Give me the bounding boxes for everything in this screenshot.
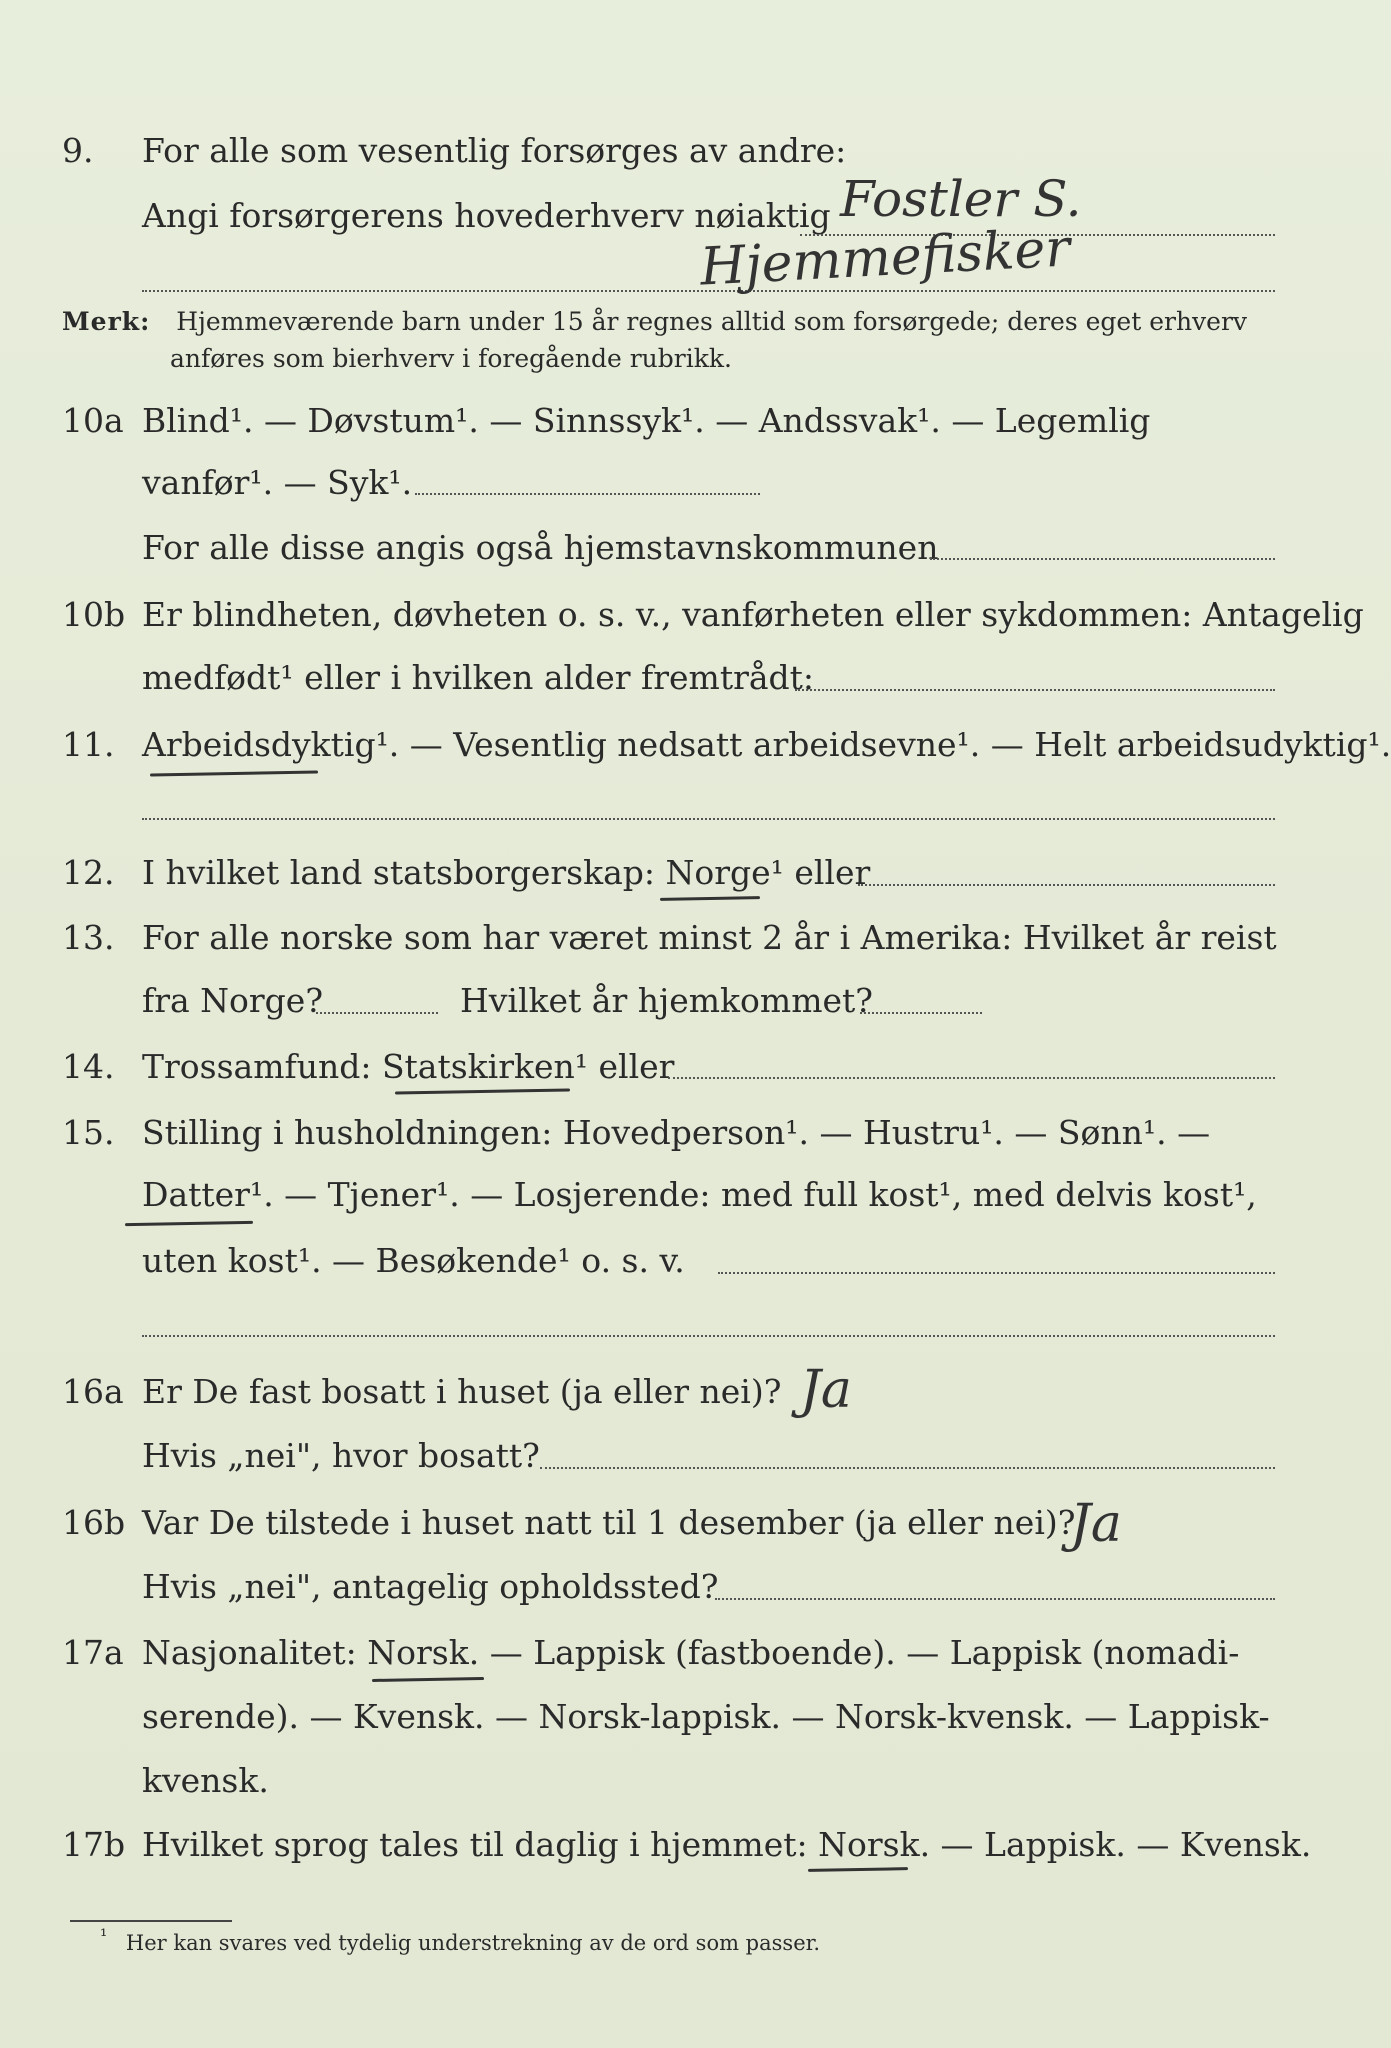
q10b-row-2 <box>0 655 1391 701</box>
q11-underline-mark <box>150 771 318 777</box>
q16a-row-2 <box>0 1433 1391 1479</box>
q9-row-1 <box>0 128 1391 174</box>
q16a-question-text: Er De fast bosatt i huset (ja eller nei)? <box>142 1372 782 1411</box>
q15-row-1 <box>0 1110 1391 1156</box>
q11-number: 11. <box>62 725 115 764</box>
q12-row-1 <box>0 850 1391 896</box>
footnote-text: Her kan svares ved tydelig understrekning av de ord som passer. <box>125 1931 821 1955</box>
merk-text-2: anføres som bierhverv i foregående rubrikk. <box>170 344 732 373</box>
q9-question-text-2: Angi forsørgerens hovederhverv nøiaktig <box>142 196 831 235</box>
q17a-row-3 <box>0 1758 1391 1804</box>
q10a-question-text: Blind¹. — Døvstum¹. — Sinnssyk¹. — Andssvak¹. — Legemlig <box>142 401 1151 440</box>
q14-number: 14. <box>62 1047 115 1086</box>
footnote <box>100 1928 820 1958</box>
q15-row-3 <box>0 1238 1391 1284</box>
q15-number: 15. <box>62 1113 115 1152</box>
q10b-number: 10b <box>62 595 126 634</box>
q9-number: 9. <box>62 131 94 170</box>
merk-row-1 <box>62 305 1247 339</box>
q12-underline-mark <box>660 896 760 901</box>
q10a-answer-line[interactable] <box>415 493 760 495</box>
q13-row-2 <box>0 978 1391 1024</box>
q16a-handwritten-answer: Ja <box>800 1360 852 1420</box>
q14-row-1 <box>0 1044 1391 1090</box>
q13-row-1 <box>0 915 1391 961</box>
footnote-rule <box>70 1920 232 1922</box>
q13-question-text: For alle norske som har været minst 2 år i Amerika: Hvilket år reist <box>142 918 1277 957</box>
q13-question-text-3: Hvilket år hjemkommet? <box>460 981 873 1020</box>
q11-row-1 <box>0 722 1391 768</box>
q12-answer-line[interactable] <box>858 884 1275 886</box>
q16b-question-text-2: Hvis „nei", antagelig opholdssted? <box>142 1567 719 1606</box>
q12-number: 12. <box>62 853 115 892</box>
q13-answer-line-1[interactable] <box>316 1012 438 1014</box>
q15-underline-mark <box>125 1221 253 1226</box>
q17a-row-1 <box>0 1630 1391 1676</box>
q13-answer-line-2[interactable] <box>860 1012 982 1014</box>
q17b-question-text: Hvilket sprog tales til daglig i hjemmet: Norsk. — Lappisk. — Kvensk. <box>142 1825 1312 1864</box>
q11-question-text: Arbeidsdyktig¹. — Vesentlig nedsatt arbeidsevne¹. — Helt arbeidsudyktig¹. <box>142 725 1391 764</box>
q11-answer-line[interactable] <box>142 818 1275 820</box>
q16a-row-1 <box>0 1369 1391 1415</box>
q14-question-text: Trossamfund: Statskirken¹ eller <box>142 1047 675 1086</box>
merk-label: Merk: <box>62 307 151 336</box>
q17a-row-2 <box>0 1694 1391 1740</box>
q17a-number: 17a <box>62 1633 124 1672</box>
q16b-answer-line[interactable] <box>715 1598 1275 1600</box>
q10a-row-1 <box>0 398 1391 444</box>
q15-question-text: Stilling i husholdningen: Hovedperson¹. — Hustru¹. — Sønn¹. — <box>142 1113 1211 1152</box>
q17b-row-1 <box>0 1822 1391 1868</box>
q9-question-text: For alle som vesentlig forsørges av andre: <box>142 131 847 170</box>
q17a-underline-mark <box>372 1677 484 1682</box>
q12-question-text: I hvilket land statsborgerskap: Norge¹ eller <box>142 853 871 892</box>
q17a-question-text-2: serende). — Kvensk. — Norsk-lappisk. — Norsk-kvensk. — Lappisk- <box>142 1697 1270 1736</box>
q10a-answer-line-2[interactable] <box>930 558 1275 560</box>
q9-handwritten-answer-2: Hjemmefisker <box>698 218 1072 298</box>
q16b-handwritten-answer: Ja <box>1070 1494 1122 1554</box>
q10b-row-1 <box>0 592 1391 638</box>
q16b-row-1 <box>0 1500 1391 1546</box>
q16a-answer-line[interactable] <box>540 1467 1275 1469</box>
q17b-number: 17b <box>62 1825 126 1864</box>
q14-answer-line[interactable] <box>668 1077 1275 1079</box>
q15-answer-line[interactable] <box>718 1272 1275 1274</box>
q16b-number: 16b <box>62 1503 126 1542</box>
q10b-question-text: Er blindheten, døvheten o. s. v., vanførheten eller sykdommen: Antagelig <box>142 595 1364 634</box>
q16a-question-text-2: Hvis „nei", hvor bosatt? <box>142 1436 540 1475</box>
merk-text: Hjemmeværende barn under 15 år regnes alltid som forsørgede; deres eget erhverv <box>176 307 1248 336</box>
footnote-mark: ¹ <box>100 1926 108 1947</box>
q9-handwritten-answer: Fostler S. <box>840 170 1082 228</box>
q17b-underline-mark <box>808 1867 908 1872</box>
merk-row-2 <box>170 342 732 376</box>
q10a-row-2 <box>0 460 1391 506</box>
q10a-row-3 <box>0 525 1391 571</box>
q15-question-text-3: uten kost¹. — Besøkende¹ o. s. v. <box>142 1241 685 1280</box>
q13-question-text-2: fra Norge? <box>142 981 324 1020</box>
q16a-number: 16a <box>62 1372 124 1411</box>
q17a-question-text: Nasjonalitet: Norsk. — Lappisk (fastboende). — Lappisk (nomadi- <box>142 1633 1240 1672</box>
q9-row-2 <box>0 193 1391 239</box>
q10a-question-text-3: For alle disse angis også hjemstavnskommunen <box>142 528 939 567</box>
q15-row-2 <box>0 1172 1391 1218</box>
q10b-answer-line[interactable] <box>795 689 1275 691</box>
q16b-question-text: Var De tilstede i huset natt til 1 desember (ja eller nei)? <box>142 1503 1076 1542</box>
q10a-question-text-2: vanfør¹. — Syk¹. <box>142 463 413 502</box>
q10b-question-text-2: medfødt¹ eller i hvilken alder fremtrådt: <box>142 658 815 697</box>
q15-answer-line-2[interactable] <box>142 1335 1275 1337</box>
q17a-question-text-3: kvensk. <box>142 1761 269 1800</box>
q16b-row-2 <box>0 1564 1391 1610</box>
q10a-number: 10a <box>62 401 124 440</box>
q13-number: 13. <box>62 918 115 957</box>
q15-question-text-2: Datter¹. — Tjener¹. — Losjerende: med full kost¹, med delvis kost¹, <box>142 1175 1257 1214</box>
